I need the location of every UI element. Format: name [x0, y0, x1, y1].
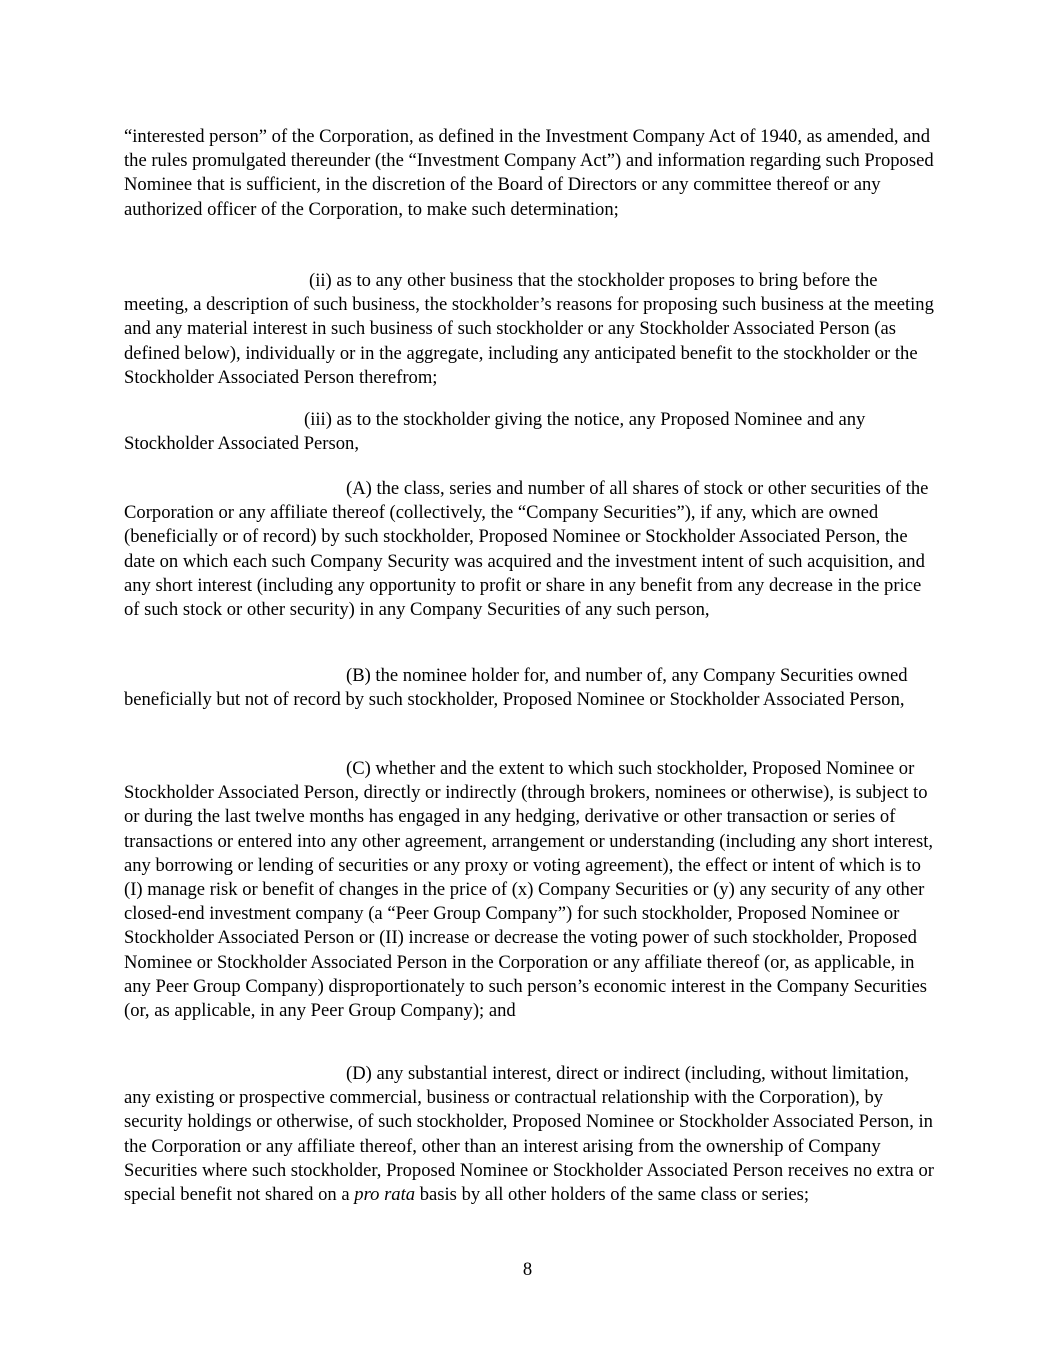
page-number: 8	[522, 1259, 533, 1280]
paragraph-text: (iii) as to the stockholder giving the notice, any Proposed Nominee and any Stockholder Associated Person,	[124, 409, 866, 455]
paragraph-iii	[124, 408, 936, 456]
paragraph-C	[124, 757, 936, 1023]
paragraph-text-tail: basis by all other holders of the same class or series;	[419, 1184, 810, 1206]
paragraph-text: (B) the nominee holder for, and number of, any Company Securities owned beneficially but not of record by such stockholder, Proposed Nominee or Stockholder Associated Person,	[124, 665, 908, 711]
paragraph-A	[124, 477, 936, 622]
pro-rata-italic: pro rata	[354, 1184, 416, 1206]
paragraph-text: (A) the class, series and number of all shares of stock or other securities of the Corporation or any affiliate thereof (collectively, the “Company Securities”), if any, which are owned (beneficially or of record) by such stockholder, Proposed Nominee or Stockholder Associated Person, the date on which each such Company Security was acquired and the investment intent of such acquisition, and any short interest (including any opportunity to profit or share in any benefit from any decrease in the price of such stock or other security) in any Company Securities of any such person,	[124, 478, 929, 621]
paragraph-text: (C) whether and the extent to which such stockholder, Proposed Nominee or Stockholder Associated Person, directly or indirectly (through brokers, nominees or otherwise), is subject to or during the last twelve months has engaged in any hedging, derivative or other transaction or series of transactions or entered into any other agreement, arrangement or understanding (including any short interest, any borrowing or lending of securities or any proxy or voting agreement), the effect or intent of which is to (I) manage risk or benefit of changes in the price of (x) Company Securities or (y) any security of any other closed-end investment company (a “Peer Group Company”) for such stockholder, Proposed Nominee or Stockholder Associated Person or (II) increase or decrease the voting power of such stockholder, Proposed Nominee or Stockholder Associated Person in the Corporation or any affiliate thereof (or, as applicable, in any Peer Group Company) disproportionately to such person’s economic interest in the Company Securities (or, as applicable, in any Peer Group Company); and	[124, 758, 934, 1022]
paragraph-text: (ii) as to any other business that the stockholder proposes to bring before the meeting, a description of such business, the stockholder’s reasons for proposing such business at the meeting and any material interest in such business of such stockholder or any Stockholder Associated Person (as defined below), individually or in the aggregate, including any anticipated benefit to the stockholder or the Stockholder Associated Person therefrom;	[124, 270, 934, 388]
paragraph-B	[124, 664, 936, 712]
paragraph-D	[124, 1062, 936, 1207]
paragraph-text: (D) any substantial interest, direct or indirect (including, without limitation, any existing or prospective commercial, business or contractual relationship with the Corporation), by security holdings or otherwise, of such stockholder, Proposed Nominee or Stockholder Associated Person, in the Corporation or any affiliate thereof, other than an interest arising from the ownership of Company Securities where such stockholder, Proposed Nominee or Stockholder Associated Person receives no extra or special benefit not shared on a	[124, 1063, 934, 1206]
paragraph-interested-person	[124, 125, 936, 222]
paragraph-text: “interested person” of the Corporation, as defined in the Investment Company Act of 1940, as amended, and the rules promulgated thereunder (the “Investment Company Act”) and information regarding such Proposed Nominee that is sufficient, in the discretion of the Board of Directors or any committee thereof or any authorized officer of the Corporation, to make such determination;	[124, 126, 934, 220]
paragraph-ii	[124, 269, 936, 390]
